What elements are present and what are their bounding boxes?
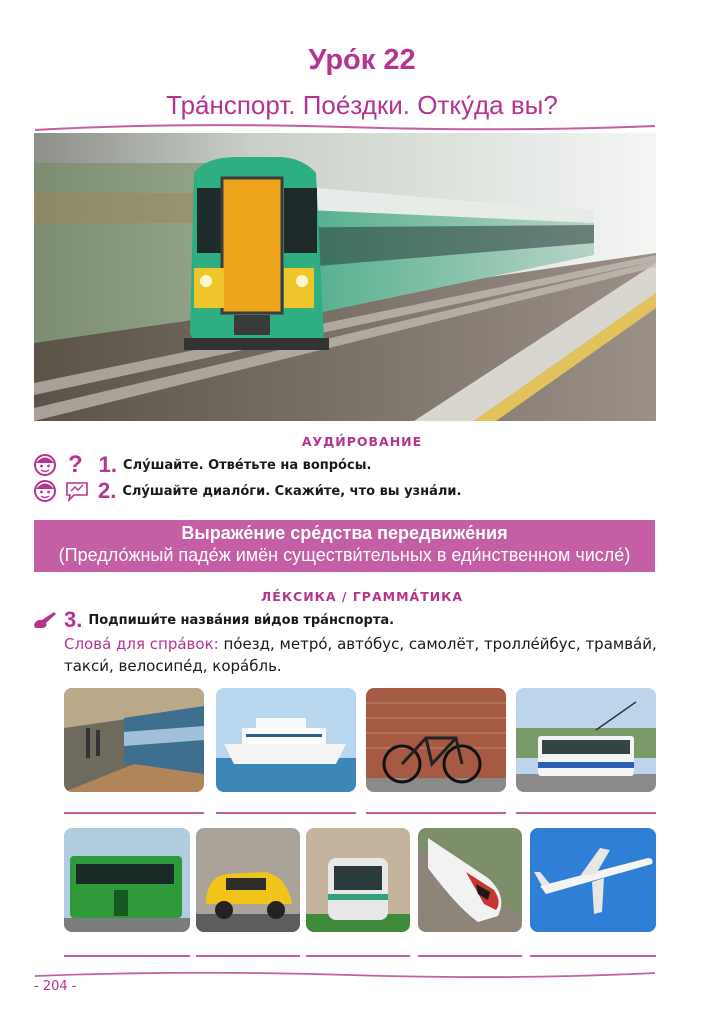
writing-hand-icon <box>32 609 58 631</box>
footer-wave-divider <box>30 968 660 982</box>
task-2-number: 2. <box>98 478 117 503</box>
answer-line-8[interactable] <box>418 955 522 957</box>
task-2 <box>32 479 461 503</box>
task-3-text: Подпиши́те назва́ния ви́дов тра́нспорта. <box>88 612 395 628</box>
reference-word-list: по́езд, метро́, авто́бус, самолёт, тролле́йбус, трамва́й, такси́, велосипе́д, кора́бль. <box>64 635 657 675</box>
answer-line-2[interactable] <box>216 812 356 814</box>
answer-line-3[interactable] <box>366 812 506 814</box>
photo-bicycle <box>366 688 506 792</box>
photo-metro <box>64 688 204 792</box>
task-1-number: 1. <box>98 452 118 477</box>
answer-line-9[interactable] <box>530 955 656 957</box>
reference-words <box>64 633 664 677</box>
photo-bus <box>64 828 190 932</box>
lesson-title: Уро́к 22 <box>308 44 416 76</box>
listening-child-icon <box>32 453 58 477</box>
answer-line-6[interactable] <box>196 955 300 957</box>
answer-line-7[interactable] <box>306 955 410 957</box>
photo-trolleybus <box>516 688 656 792</box>
hero-train-photo <box>34 133 656 421</box>
lesson-subtitle: Тра́нспорт. Пое́здки. Отку́да вы? <box>166 90 558 120</box>
speech-bubble-icon <box>64 480 90 502</box>
grammar-banner <box>34 520 655 572</box>
photo-airplane <box>530 828 656 932</box>
answer-line-4[interactable] <box>516 812 656 814</box>
photo-taxi <box>196 828 300 932</box>
banner-subtitle: (Предло́жный паде́ж имён существи́тельных в еди́нственном числе́) <box>58 545 631 565</box>
task-1-text: Слу́шайте. Отве́тьте на вопро́сы. <box>123 457 372 473</box>
question-mark-icon: ? <box>68 451 83 478</box>
page-number: - 204 - <box>34 979 77 994</box>
photo-tram <box>306 828 410 932</box>
task-3-number: 3. <box>64 607 83 632</box>
photo-cruise-ship <box>216 688 356 792</box>
task-1 <box>32 453 371 477</box>
listening-child-icon <box>32 479 58 503</box>
answer-line-5[interactable] <box>64 955 190 957</box>
task-2-text: Слу́шайте диало́ги. Скажи́те, что вы узна́ли. <box>122 483 462 499</box>
photo-high-speed-train <box>418 828 522 932</box>
vocab-section-label: ЛЕ́КСИКА / ГРАММА́ТИКА <box>260 589 464 604</box>
reference-label: Слова́ для спра́вок: <box>64 635 219 653</box>
answer-line-1[interactable] <box>64 812 204 814</box>
listening-section-label: АУДИ́РОВАНИЕ <box>301 434 423 449</box>
task-3 <box>32 608 394 632</box>
banner-title: Выраже́ние сре́дства передвиже́ния <box>181 523 508 543</box>
